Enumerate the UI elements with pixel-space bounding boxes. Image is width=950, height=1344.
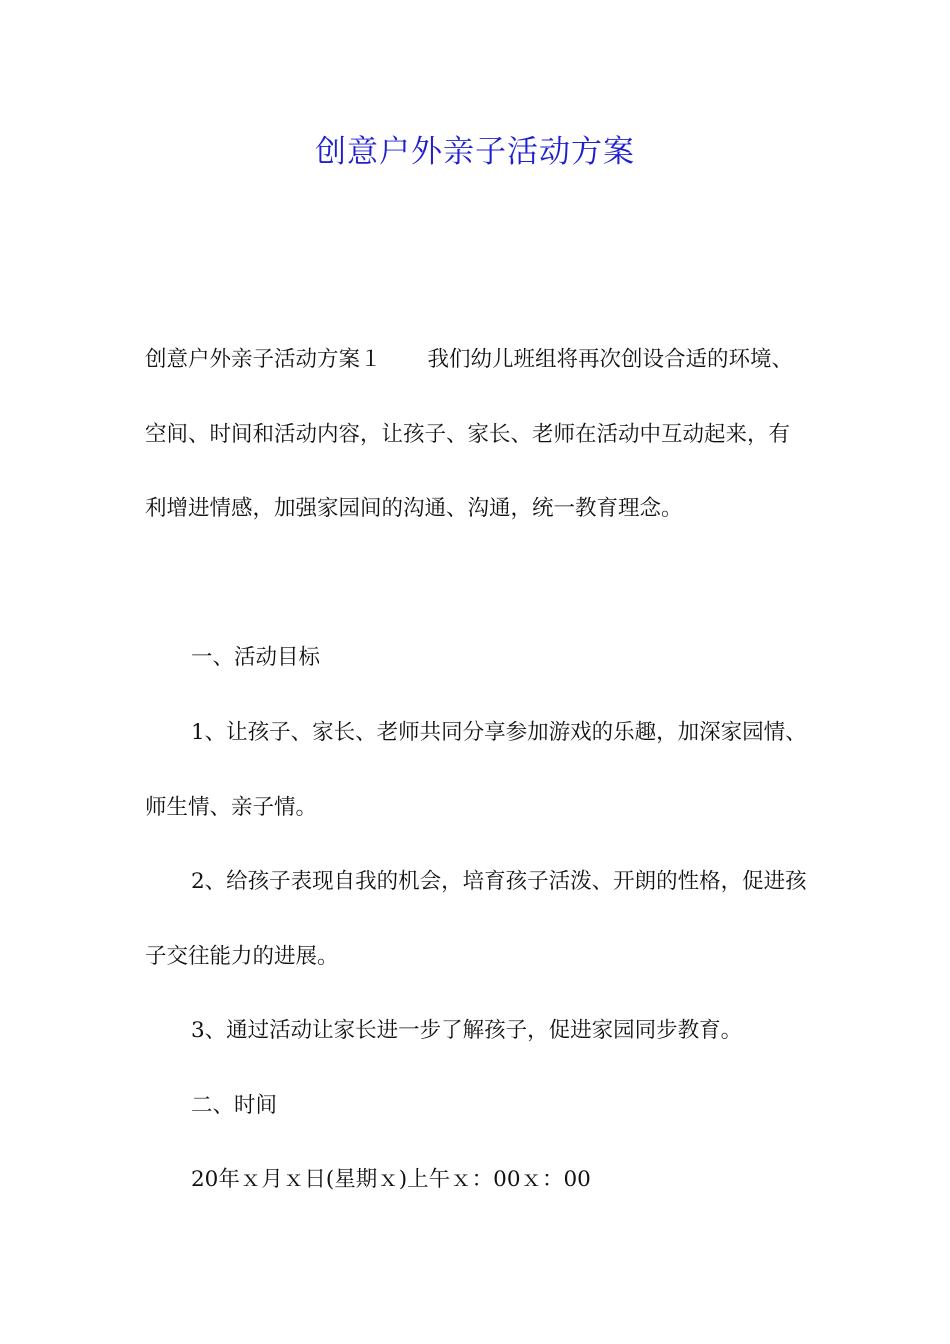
document-title: 创意户外亲子活动方案 [315, 134, 635, 170]
goal-item-2: 2、给孩子表现自我的机会，培育孩子活泼、开朗的性格，促进孩子交往能力的进展。 [145, 869, 807, 969]
section-heading-time: 二、时间 [191, 1093, 278, 1118]
intro-paragraph [145, 323, 810, 547]
goal-item-1: 1、让孩子、家长、老师共同分享参加游戏的乐趣，加深家园情、师生情、亲子情。 [145, 720, 807, 820]
section-heading-goals: 一、活动目标 [191, 645, 321, 670]
intro-heading: 创意户外亲子活动方案１ [145, 347, 382, 372]
goal-item-3: 3、通过活动让家长进一步了解孩子，促进家园同步教育。 [191, 1018, 743, 1043]
time-text: 20年ｘ月ｘ日(星期ｘ)上午ｘ：00ｘ：00 [191, 1167, 591, 1192]
intro-text: 我们幼儿班组将再次创设合适的环境、空间、时间和活动内容，让孩子、家长、老师在活动中互动起来，有利增进情感，加强家园间的沟通、沟通，统一教育理念。 [145, 347, 794, 521]
